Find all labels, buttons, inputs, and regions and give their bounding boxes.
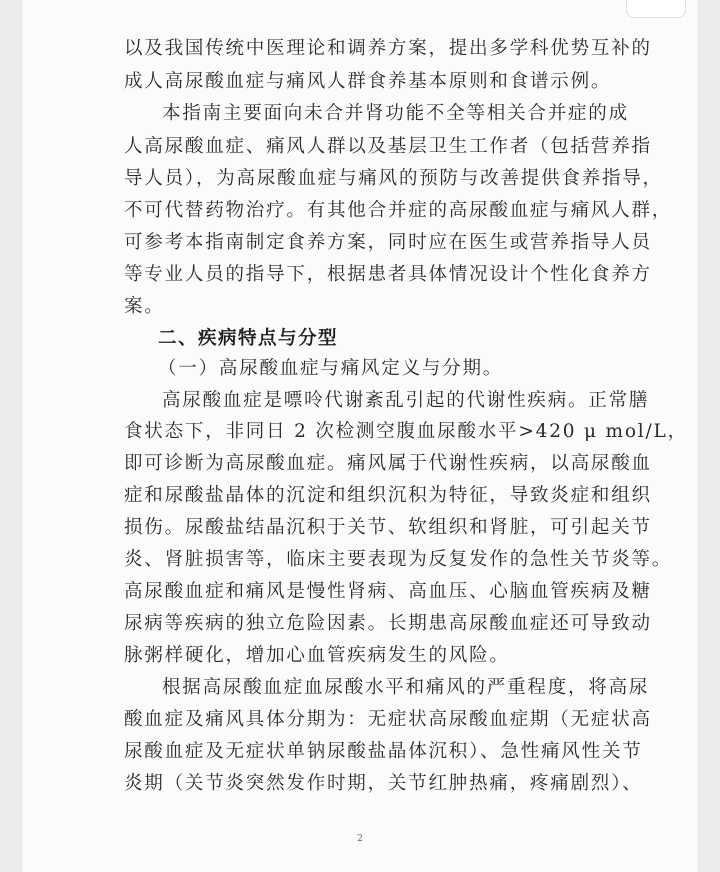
text-line-22: 酸血症及痛风具体分期为：无症状高尿酸血症期（无症状高	[124, 709, 652, 730]
text-line-17: 炎、肾脏损害等，临床主要表现为反复发作的急性关节炎等。	[124, 549, 673, 570]
text-line-9: 案。	[124, 296, 165, 317]
text-line-8: 等专业人员的指导下，根据患者具体情况设计个性化食养方	[124, 264, 652, 285]
text-line-15: 症和尿酸盐晶体的沉淀和组织沉积为特征，导致炎症和组织	[124, 485, 652, 506]
text-line-14: 即可诊断为高尿酸血症。痛风属于代谢性疾病，以高尿酸血	[124, 453, 652, 474]
text-line-20: 脉粥样硬化，增加心血管疾病发生的风险。	[124, 645, 510, 666]
text-line-7: 可参考本指南制定食养方案，同时应在医生或营养指导人员	[124, 232, 652, 253]
top-corner-button[interactable]	[626, 0, 686, 18]
text-line-12: 高尿酸血症是嘌呤代谢紊乱引起的代谢性疾病。正常膳	[162, 390, 650, 411]
text-line-18: 高尿酸血症和痛风是慢性肾病、高血压、心脑血管疾病及糖	[124, 581, 652, 602]
text-line-21: 根据高尿酸血症血尿酸水平和痛风的严重程度，将高尿	[162, 677, 650, 698]
text-line-3: 本指南主要面向未合并肾功能不全等相关合并症的成	[162, 103, 629, 124]
text-line-1: 以及我国传统中医理论和调养方案，提出多学科优势互补的	[124, 38, 652, 59]
text-line-19: 尿病等疾病的独立危险因素。长期患高尿酸血症还可导致动	[124, 613, 652, 634]
section-heading: 二、疾病特点与分型	[158, 328, 339, 349]
text-line-5: 导人员），为高尿酸血症与痛风的预防与改善提供食养指导，	[124, 168, 663, 189]
text-line-16: 损伤。尿酸盐结晶沉积于关节、软组织和肾脏，可引起关节	[124, 517, 652, 538]
text-line-24: 炎期（关节炎突然发作时期，关节红肿热痛，疼痛剧烈）、	[124, 773, 643, 794]
text-line-6: 不可代替药物治疗。有其他合并症的高尿酸血症与痛风人群，	[124, 200, 673, 221]
text-line-23: 尿酸血症及无症状单钠尿酸盐晶体沉积）、急性痛风性关节	[124, 741, 643, 762]
text-line-4: 人高尿酸血症、痛风人群以及基层卫生工作者（包括营养指	[124, 136, 652, 157]
text-line-2: 成人高尿酸血症与痛风人群食养基本原则和食谱示例。	[124, 71, 612, 92]
document-page	[22, 0, 698, 872]
text-line-13: 食状态下，非同日 2 次检测空腹血尿酸水平>420 μ mol/L，	[124, 421, 688, 442]
page-number: 2	[357, 834, 363, 844]
subsection-heading: （一）高尿酸血症与痛风定义与分期。	[158, 358, 504, 379]
